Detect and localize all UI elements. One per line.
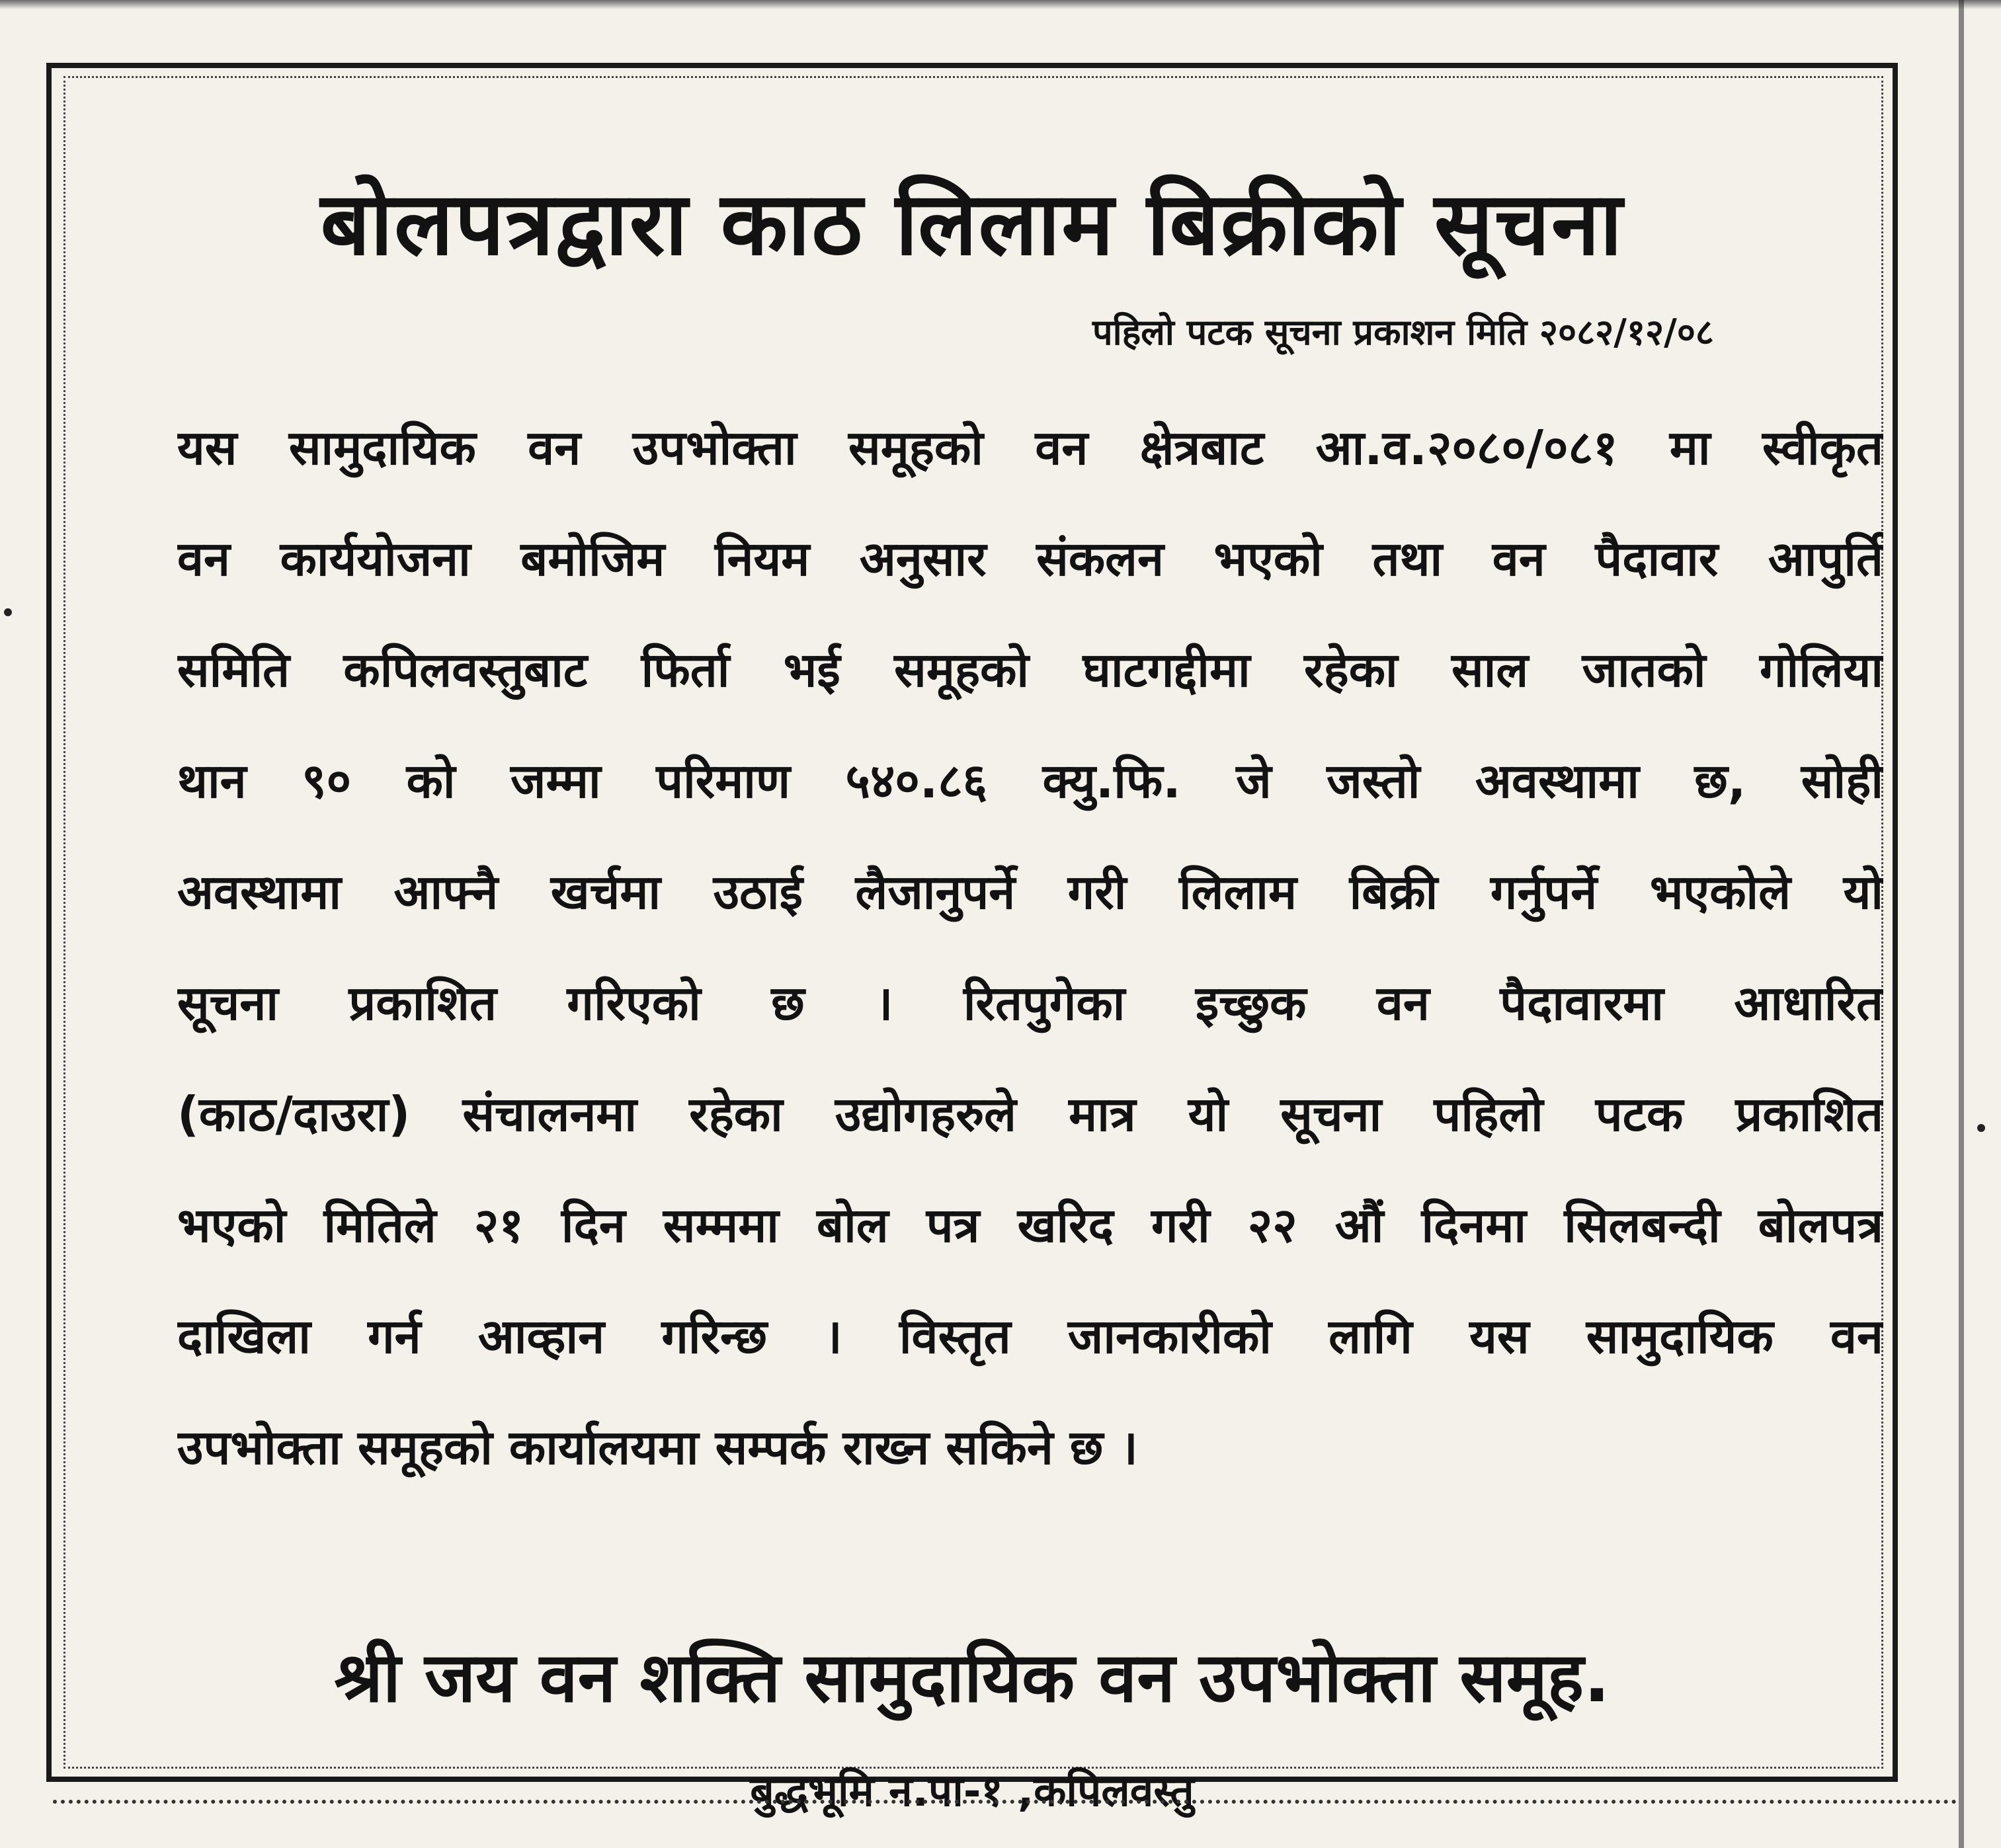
body-line: (काठ/दाउरा) संचालनमा रहेका उद्योगहरुले मात्र यो सूचना पहिलो पटक प्रकाशित (177, 1086, 1883, 1142)
print-speck (1977, 1124, 1985, 1132)
body-line: समिति कपिलवस्तुबाट फिर्ता भई समूहको घाटगद्दीमा रहेका साल जातको गोलिया (177, 642, 1883, 698)
organization-name: श्री जय वन शक्ति सामुदायिक वन उपभोक्ता समूह. (334, 1637, 1610, 1718)
notice-body (177, 392, 1883, 1503)
notice-title: बोलपत्रद्वारा काठ लिलाम बिक्रीको सूचना (320, 173, 1624, 275)
body-line: वन कार्ययोजना बमोजिम नियम अनुसार संकलन भएको तथा वन पैदावार आपुर्ति (177, 531, 1883, 586)
body-line: उपभोक्ता समूहको कार्यालयमा सम्पर्क राख्न सकिने छ । (177, 1420, 1138, 1475)
print-speck (4, 608, 12, 616)
body-line: यस सामुदायिक वन उपभोक्ता समूहको वन क्षेत्रबाट आ.व.२०८०/०८१ मा स्वीकृत (177, 420, 1883, 475)
page-edge-top (0, 0, 2001, 9)
body-line: दाखिला गर्न आव्हान गरिन्छ । विस्तृत जानकारीको लागि यस सामुदायिक वन (177, 1308, 1883, 1364)
organization-address: बुद्धभूमि न.पा-१ ,कपिलवस्तु (750, 1767, 1194, 1816)
page-edge-right (1959, 0, 1964, 1848)
body-line: थान ९० को जम्मा परिमाण ५४०.८६ क्यु.फि. जे जस्तो अवस्थामा छ, सोही (177, 753, 1883, 809)
publication-date: पहिलो पटक सूचना प्रकाशन मिति २०८२/१२/०८ (1092, 311, 1714, 353)
body-line: भएको मितिले २१ दिन सम्ममा बोल पत्र खरिद गरी २२ औं दिनमा सिलबन्दी बोलपत्र (177, 1197, 1883, 1253)
bottom-dotted-rule (53, 1800, 1957, 1804)
notice-box (46, 63, 1898, 1816)
body-line: सूचना प्रकाशित गरिएको छ । रितपुगेका इच्छुक वन पैदावारमा आधारित (177, 975, 1883, 1031)
body-line: अवस्थामा आफ्नै खर्चमा उठाई लैजानुपर्ने गरी लिलाम बिक्री गर्नुपर्ने भएकोले यो (177, 864, 1883, 920)
